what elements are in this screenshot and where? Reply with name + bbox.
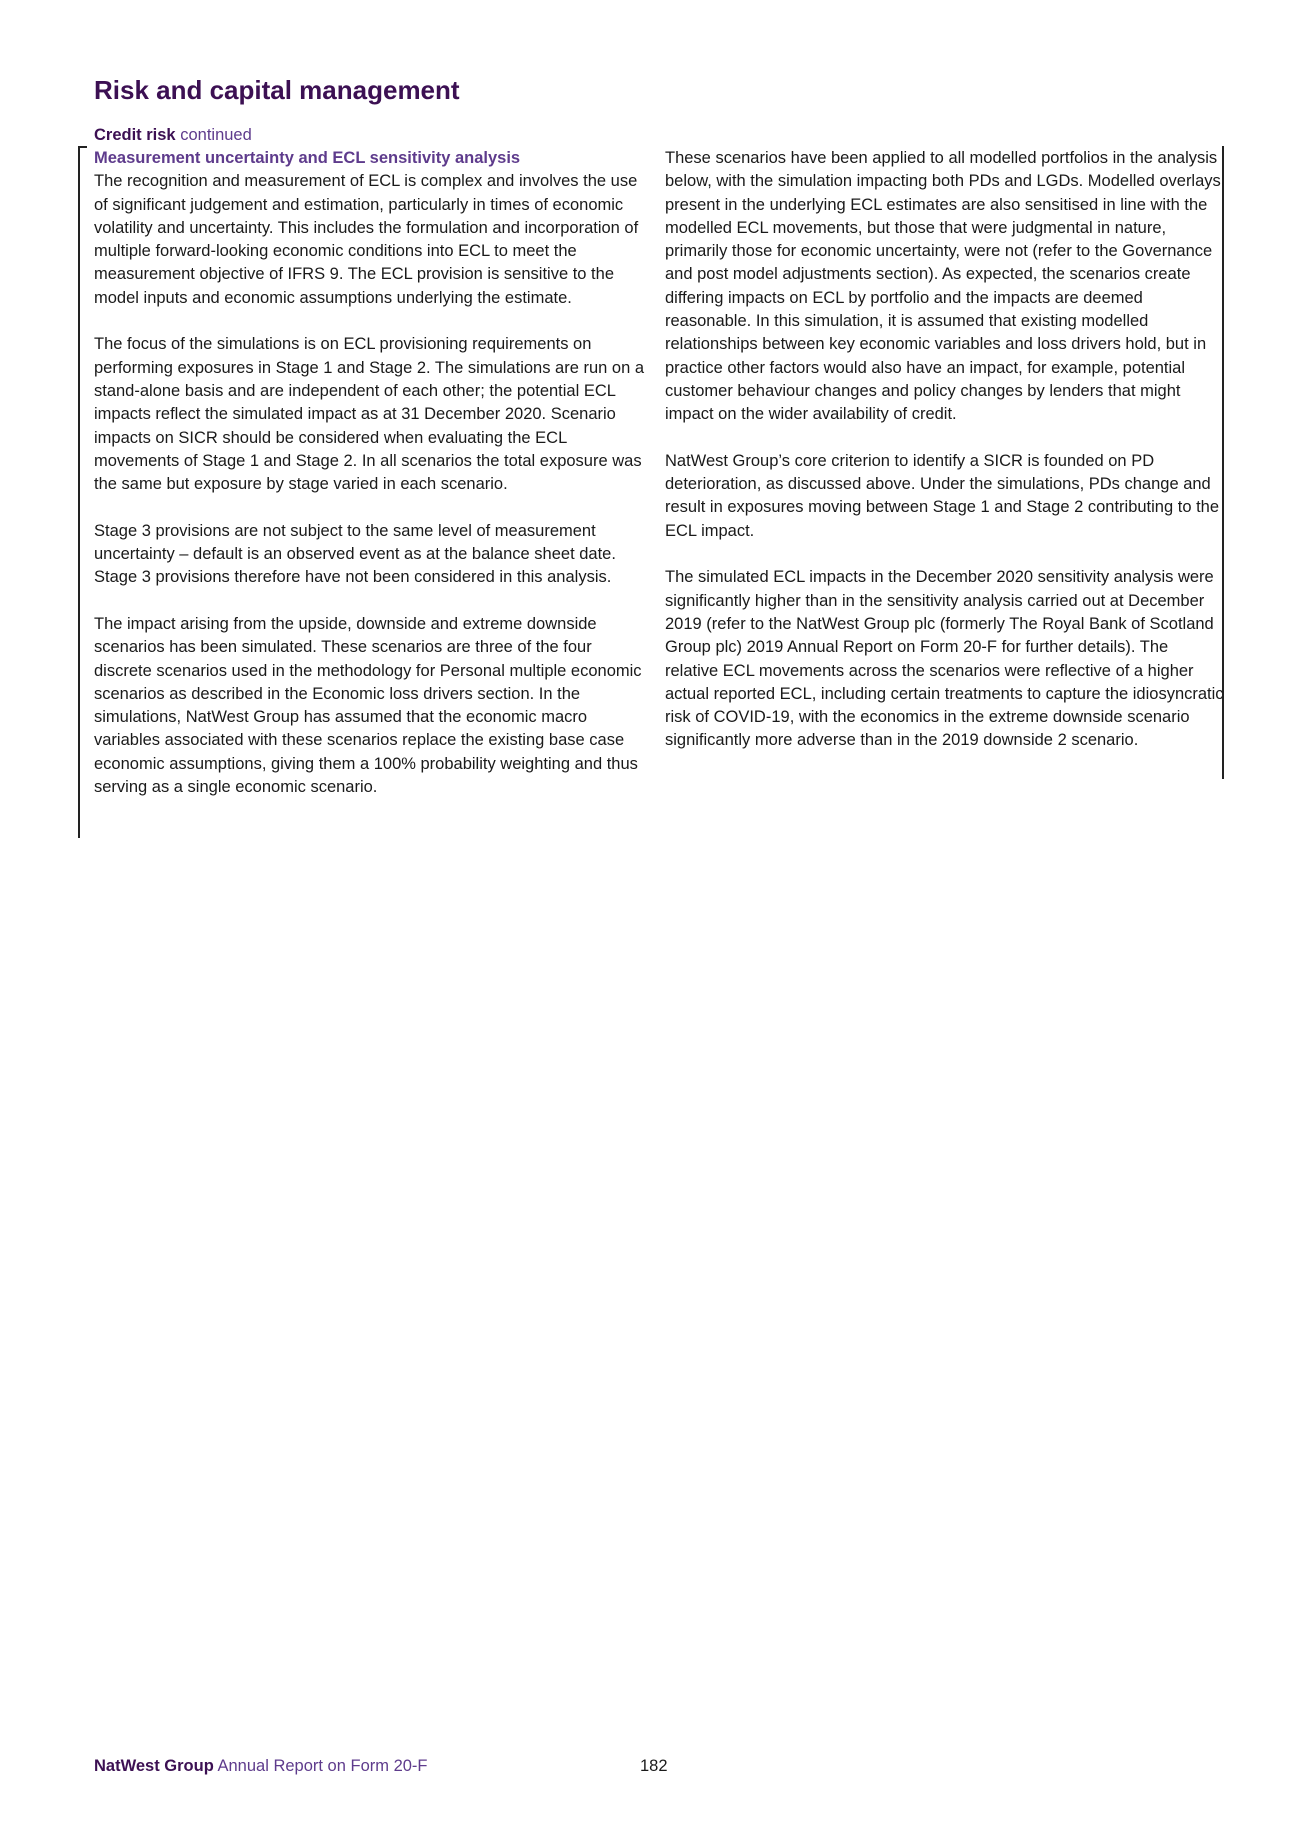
change-bar-left-tick: [78, 146, 87, 148]
section-name: Credit risk: [94, 126, 176, 144]
paragraph-simulation-focus: The focus of the simulations is on ECL provisioning requirements on performing exposures in Stage 1 and Stage 2. The simulations are run on a stand-alone basis and are independent of each other; the potential ECL impacts reflect the simulated impact as at 31 December 2020. Scenario impacts on SICR should be considered when evaluating the ECL movements of Stage 1 and Stage 2. In all scenarios the total exposure was the same but exposure by stage varied in each scenario.: [94, 335, 645, 494]
paragraph-scenario-impacts: The impact arising from the upside, downside and extreme downside scenarios has been simulated. These scenarios are three of the four discrete scenarios used in the methodology for Personal multiple economic scenarios as described in the Economic loss drivers section. In the simulations, NatWest Group has assumed that the economic macro variables associated with these scenarios replace the existing base case economic assumptions, giving them a 100% probability weighting and thus serving as a single economic scenario.: [94, 614, 642, 797]
change-bar-left: [78, 146, 80, 838]
section-label: [94, 125, 252, 145]
paragraph-ecl-recognition: The recognition and measurement of ECL is complex and involves the use of significant judgement and estimation, particularly in times of economic volatility and uncertainty. This includes the formulation and incorporation of multiple forward-looking economic conditions into ECL to meet the measurement objective of IFRS 9. The ECL provision is sensitive to the model inputs and economic assumptions underlying the estimate.: [94, 172, 639, 307]
right-column: [665, 147, 1225, 776]
footer: [94, 1756, 428, 1776]
footer-brand: NatWest Group: [94, 1757, 214, 1775]
paragraph-sicr-criterion: NatWest Group’s core criterion to identify a SICR is founded on PD deterioration, as discussed above. Under the simulations, PDs change and result in exposures moving between Stage 1 and Stage 2 contributing to the ECL impact.: [665, 451, 1220, 540]
paragraph-modelled-portfolios: These scenarios have been applied to all modelled portfolios in the analysis below, with the simulation impacting both PDs and LGDs. Modelled overlays present in the underlying ECL estimates are also sensitised in line with the modelled ECL movements, but those that were judgmental in nature, primarily those for economic uncertainty, were not (refer to the Governance and post model adjustments section). As expected, the scenarios create differing impacts on ECL by portfolio and the impacts are deemed reasonable. In this simulation, it is assumed that existing modelled relationships between key economic variables and loss drivers hold, but in practice other factors would also have an impact, for example, potential customer behaviour changes and policy changes by lenders that might impact on the wider availability of credit.: [665, 149, 1221, 424]
section-continued: continued: [180, 126, 252, 144]
paragraph-december-comparison: The simulated ECL impacts in the December 2020 sensitivity analysis were significantly higher than in the sensitivity analysis carried out at December 2019 (refer to the NatWest Group plc (formerly The Royal Bank of Scotland Group plc) 2019 Annual Report on Form 20-F for further details). The relative ECL movements across the scenarios were reflective of a higher actual reported ECL, including certain treatments to capture the idiosyncratic risk of COVID-19, with the economics in the extreme downside scenario significantly more adverse than in the 2019 downside 2 scenario.: [665, 568, 1224, 750]
left-column: [94, 147, 654, 823]
subheading-measurement-uncertainty: Measurement uncertainty and ECL sensitivity analysis: [94, 149, 521, 167]
page-title: Risk and capital management: [94, 75, 460, 105]
paragraph-stage3-provisions: Stage 3 provisions are not subject to the same level of measurement uncertainty – default is an observed event as at the balance sheet date. Stage 3 provisions therefore have not been considered in this analysis.: [94, 521, 616, 587]
page-number: 182: [640, 1757, 668, 1775]
footer-report-title: Annual Report on Form 20-F: [217, 1757, 428, 1775]
